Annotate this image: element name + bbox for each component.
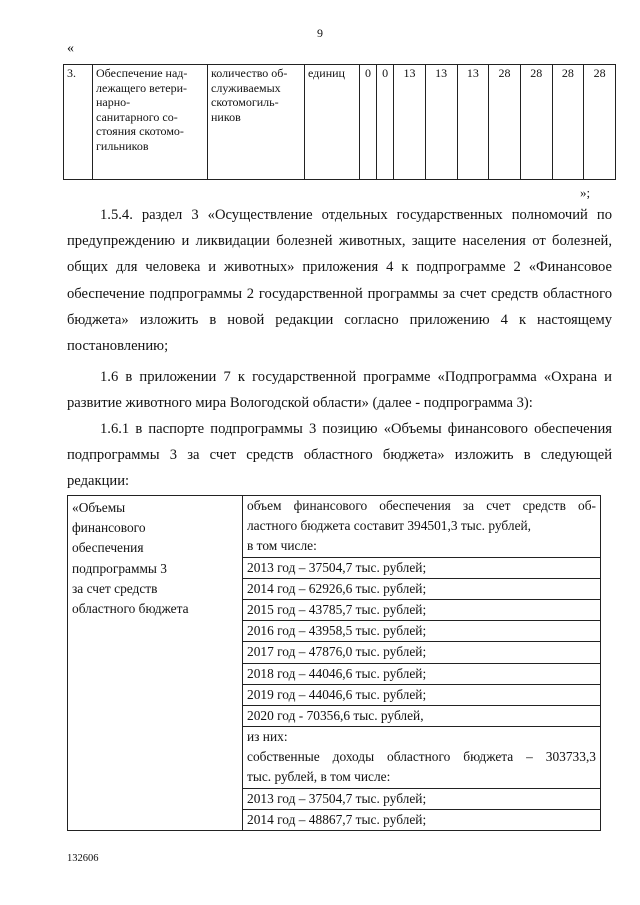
measure-name-line: Обеспечение над- [96,66,188,80]
finance-year-line: 2014 год – 62926,6 тыс. рублей; [243,578,600,599]
measure-name [93,65,208,180]
finance-year-line: 2013 год – 37504,7 тыс. рублей; [243,788,600,809]
finance-year-line: 2019 год – 44046,6 тыс. рублей; [243,684,600,705]
indicator-line: скотомогиль- [211,95,279,109]
label-line: финансового [72,520,146,536]
paragraph-1-6: 1.6 в приложении 7 к государственной программе «Подпрограмма «Охрана и развитие животного мира Вологодской области» (далее - подпрограмма 3): [67,369,612,412]
finance-year-line: 2015 год – 43785,7 тыс. рублей; [243,599,600,620]
value-cell: 28 [489,65,521,180]
value-cell: 13 [425,65,457,180]
indicator-table [63,64,616,180]
document-code: 132606 [67,853,99,864]
label-line: «Объемы [72,500,126,515]
value-cell: 28 [552,65,584,180]
page-number: 9 [317,26,323,40]
value-cell: 13 [457,65,489,180]
measure-name-line: стояния скотомо- [96,124,184,138]
finance-line: ластного бюджета составит 394501,3 тыс. рублей, [247,518,532,534]
table-row [64,65,616,180]
finance-year-line: 2020 год - 70356,6 тыс. рублей, [243,705,600,726]
finance-year-line: 2017 год – 47876,0 тыс. рублей; [243,641,600,662]
finance-position-label [68,496,243,831]
value-cell: 0 [377,65,394,180]
indicator-line: количество об- [211,66,288,80]
finance-table [67,495,601,831]
measure-name-line: нарно- [96,95,131,109]
label-line: областного бюджета [72,601,189,617]
opening-quote: « [67,41,74,56]
label-line: за счет средств [72,580,158,596]
paragraph-1-5-4: 1.5.4. раздел 3 «Осуществление отдельных государственных полномочий по предупреждению и ликвидации болезней животных, защите населения от болезней, общих для человека и животных» приложения 4 к подпрограмме 2 «Финансовое обеспечение подпрограммы 2 государственной программы за счет средств областного бюджета» изложить в новой редакции согласно приложению 4 к настоящему постановлению; [67,207,612,355]
measure-name-line: санитарного со- [96,109,178,124]
finance-year-line: 2014 год – 48867,7 тыс. рублей; [243,809,600,830]
finance-line: собственные доходы областного бюджета – 303733,3 [247,749,596,765]
finance-year-line: 2018 год – 44046,6 тыс. рублей; [243,663,600,684]
indicator-line: служиваемых [211,80,281,95]
value-cell: 0 [360,65,377,180]
measure-name-line: лежащего ветери- [96,80,188,95]
value-cell: 13 [394,65,426,180]
label-line: обеспечения [72,540,144,556]
finance-year-line: 2016 год – 43958,5 тыс. рублей; [243,620,600,641]
closing-quote: »; [580,185,591,200]
finance-year-line: 2013 год – 37504,7 тыс. рублей; [243,557,600,578]
value-cell: 28 [520,65,552,180]
row-number: 3. [64,65,93,180]
table-row [68,496,601,831]
paragraph-1-6-1: 1.6.1 в паспорте подпрограммы 3 позицию «Объемы финансового обеспечения подпрограммы 3 за счет средств областного бюджета» изложить в следующей редакции: [67,421,612,490]
unit-cell: единиц [305,65,360,180]
finance-line: из них: [243,726,600,747]
measure-name-line: гильников [96,138,149,153]
finance-line: в том числе: [247,538,317,554]
finance-line: объем финансового обеспечения за счет средств об- [247,498,596,513]
label-line: подпрограммы 3 [72,560,167,576]
indicator-line: ников [211,109,241,124]
indicator-name [208,65,305,180]
value-cell: 28 [584,65,616,180]
finance-position-value [243,496,601,831]
finance-line: тыс. рублей, в том числе: [247,769,391,785]
